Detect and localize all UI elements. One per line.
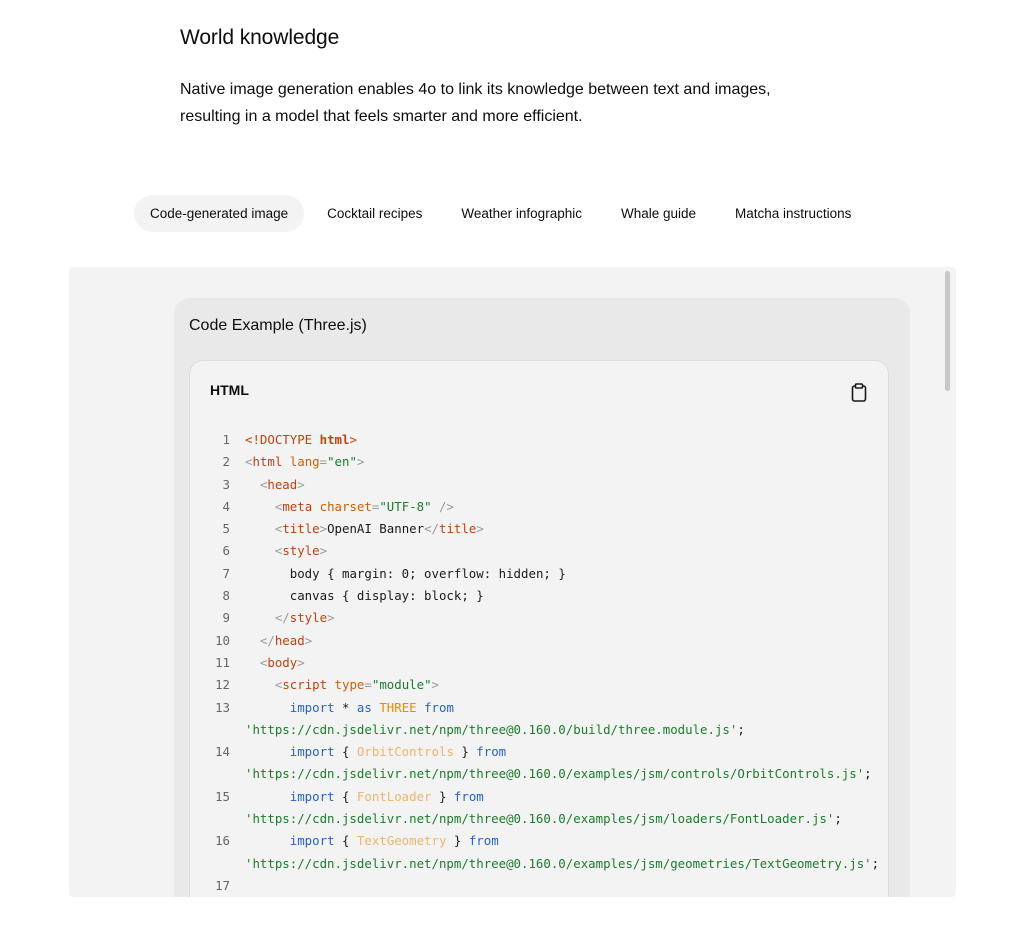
- line-text: <body>: [259, 654, 305, 670]
- stage-scrollbar[interactable]: [945, 271, 950, 391]
- code-block: [189, 360, 889, 897]
- line-number: 17: [215, 877, 230, 893]
- line-number: 9: [222, 610, 230, 626]
- code-line: [190, 518, 888, 540]
- line-text: [245, 875, 888, 897]
- line-number: 11: [215, 654, 230, 670]
- line-number: 4: [222, 498, 230, 514]
- code-line: [190, 697, 888, 719]
- line-text: <!DOCTYPE html>: [245, 432, 357, 447]
- code-line-wrap: 'https://cdn.jsdelivr.net/npm/three@0.160.0/examples/jsm/geometries/TextGeometry.js';: [245, 855, 880, 871]
- code-line: [190, 630, 888, 652]
- line-text: <script type="module">: [274, 677, 440, 693]
- line-number: 13: [215, 699, 230, 715]
- line-text: <title>OpenAI Banner</title>: [274, 521, 484, 537]
- code-language-label: HTML: [210, 382, 249, 398]
- code-line: [190, 674, 888, 696]
- code-line: [190, 875, 888, 897]
- code-line: [190, 451, 888, 473]
- line-text: body { margin: 0; overflow: hidden; }: [289, 565, 566, 581]
- code-line: [190, 607, 888, 629]
- tab-weather-infographic[interactable]: Weather infographic: [461, 206, 582, 221]
- code-line: [190, 585, 888, 607]
- line-number: 16: [215, 833, 230, 849]
- section-description: Native image generation enables 4o to link its knowledge between text and images, resulting in a model that feels smarter and more efficient.: [180, 81, 771, 125]
- code-line: [190, 563, 888, 585]
- code-line: [190, 474, 888, 496]
- code-line: [190, 741, 888, 763]
- line-number: 10: [215, 632, 230, 648]
- tab-code-generated-image[interactable]: Code-generated image: [134, 195, 304, 232]
- code-line: [190, 786, 888, 808]
- code-line: [190, 540, 888, 562]
- line-text: import { FontLoader } from: [289, 788, 484, 804]
- line-number: 7: [222, 565, 230, 581]
- line-text: <html lang="en">: [245, 454, 365, 470]
- line-number: 2: [222, 454, 230, 470]
- clipboard-icon: [851, 383, 867, 402]
- line-text: import * as THREE from: [289, 699, 454, 715]
- code-line-wrap: 'https://cdn.jsdelivr.net/npm/three@0.160.0/examples/jsm/loaders/FontLoader.js';: [245, 811, 842, 827]
- line-text: <style>: [274, 543, 328, 559]
- line-text: import { OrbitControls } from: [289, 744, 507, 760]
- code-line: [190, 429, 888, 451]
- line-text: <head>: [259, 476, 305, 492]
- line-text: </style>: [274, 610, 335, 626]
- line-text: </head>: [259, 632, 313, 648]
- copy-code-button[interactable]: [849, 381, 869, 403]
- line-number: 12: [215, 677, 230, 693]
- code-line: [190, 830, 888, 852]
- line-text: <meta charset="UTF-8" />: [274, 498, 454, 514]
- code-example-card: [174, 298, 910, 897]
- line-number: 15: [215, 788, 230, 804]
- line-number: 1: [222, 432, 230, 447]
- line-number: 6: [222, 543, 230, 559]
- tab-matcha-instructions[interactable]: Matcha instructions: [735, 206, 852, 221]
- tab-cocktail-recipes[interactable]: Cocktail recipes: [327, 206, 423, 221]
- example-tabs: [134, 195, 874, 232]
- line-number: 14: [215, 744, 230, 760]
- line-text: import { TextGeometry } from: [289, 833, 499, 849]
- tab-whale-guide[interactable]: Whale guide: [620, 206, 697, 221]
- line-text: canvas { display: block; }: [289, 588, 484, 604]
- code-line-wrap: 'https://cdn.jsdelivr.net/npm/three@0.160.0/examples/jsm/controls/OrbitControls.js';: [245, 766, 872, 782]
- code-line: [190, 652, 888, 674]
- code-lines: [190, 429, 888, 897]
- code-line: [190, 496, 888, 518]
- code-line-wrap: 'https://cdn.jsdelivr.net/npm/three@0.160.0/build/three.module.js';: [245, 721, 745, 737]
- section-title: World knowledge: [180, 26, 340, 49]
- example-stage[interactable]: [69, 267, 956, 897]
- card-title: Code Example (Three.js): [189, 317, 367, 334]
- line-number: 5: [222, 521, 230, 537]
- line-number: 8: [222, 588, 230, 604]
- line-number: 3: [222, 476, 230, 492]
